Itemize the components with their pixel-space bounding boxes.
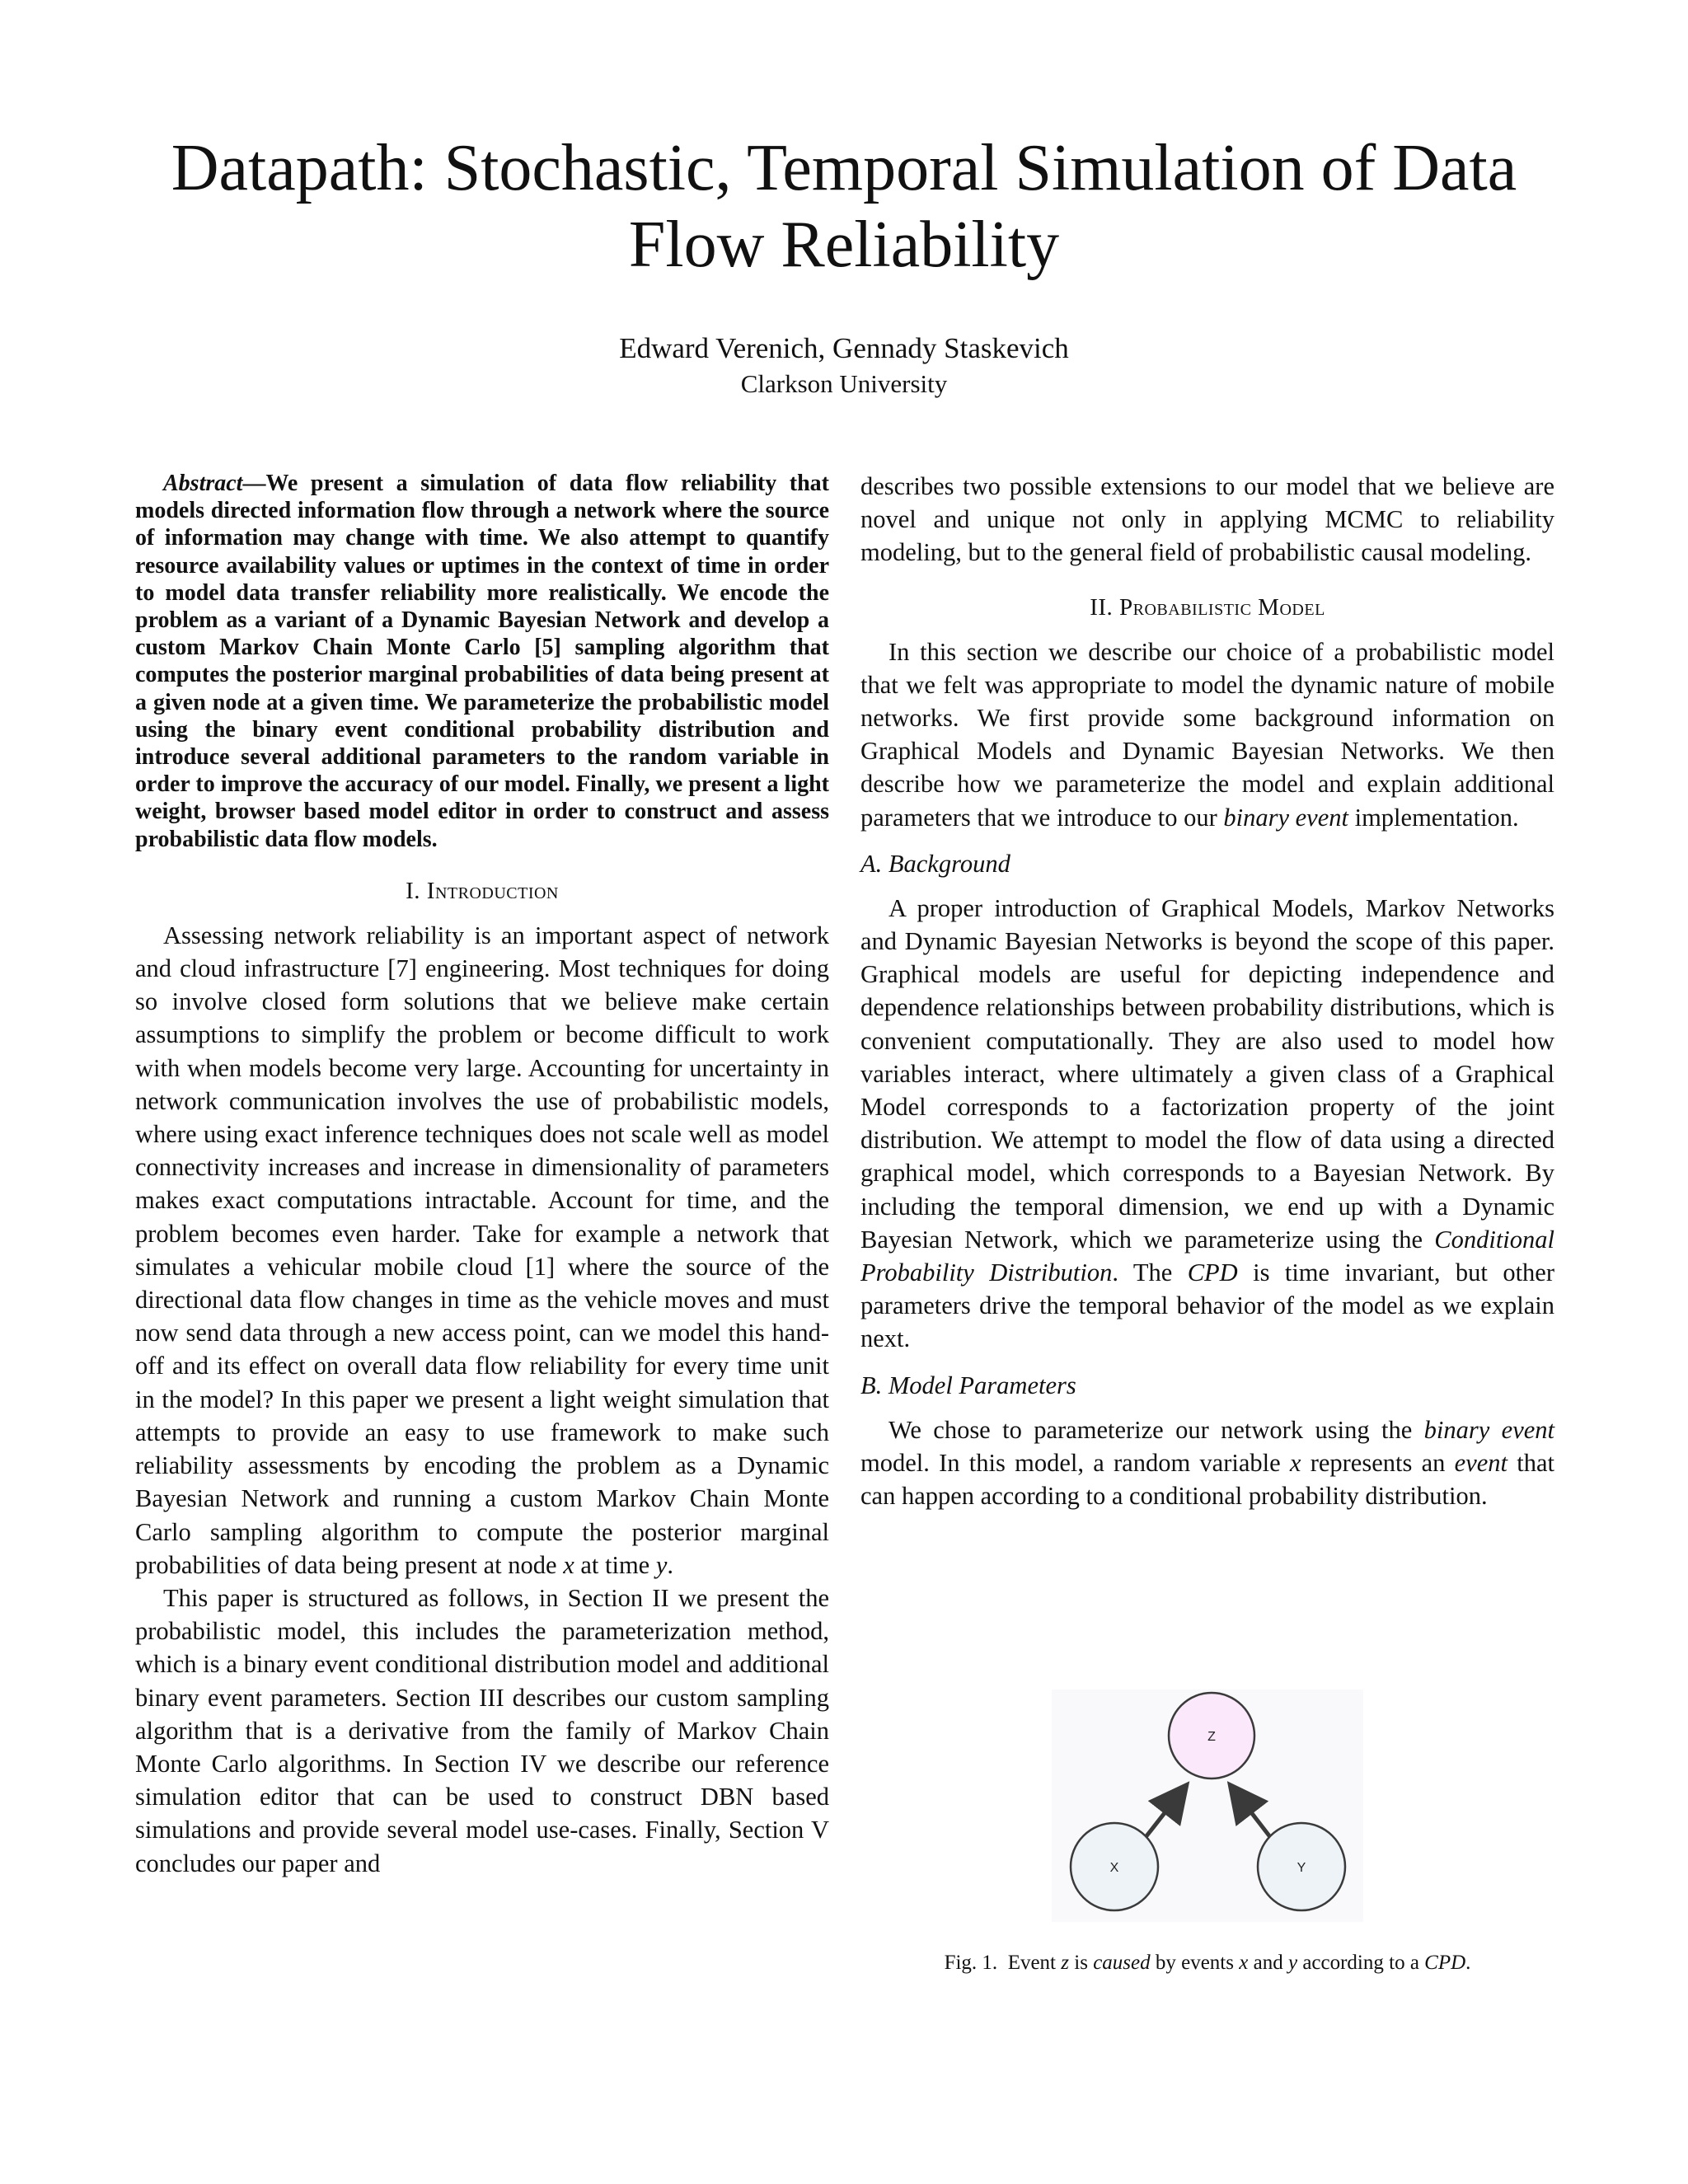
math-cpd: CPD	[1424, 1952, 1466, 1974]
bayesian-network-diagram	[1052, 1690, 1363, 1922]
model-parameters-emphasis: binary event	[1423, 1415, 1555, 1444]
caption-text: by events	[1150, 1952, 1240, 1974]
section2-text: In this section we describe our choice of a probabilistic model that we felt was appropriate to model the dynamic nature of mobile networks. We first provide some background information on Graphical Models and Dynamic Bayesian Networks. We then describe how we parameterize the model and explain additional parameters that we introduce to our	[860, 637, 1554, 832]
abstract	[135, 470, 829, 853]
caption-emphasis: caused	[1093, 1952, 1151, 1974]
caption-label: Fig. 1.	[944, 1952, 998, 1974]
figure-1-caption	[860, 1949, 1554, 1977]
math-x: x	[1239, 1952, 1249, 1974]
abstract-dash: —	[242, 471, 266, 496]
background-emphasis: Conditional Probability Distribution	[860, 1225, 1554, 1287]
caption-text: Event	[1007, 1952, 1062, 1974]
abstract-label: Abstract	[163, 471, 243, 496]
model-parameters-text: that can happen according to a conditional probability distribution.	[860, 1448, 1554, 1511]
math-z: z	[1061, 1952, 1069, 1974]
paper-authors: Edward Verenich, Gennady Staskevich	[619, 332, 1069, 364]
paper-affiliation: Clarkson University	[740, 369, 948, 398]
section-heading-probabilistic-model: II. Probabilistic Model	[1090, 593, 1325, 621]
math-y: y	[1287, 1952, 1298, 1974]
math-y: y	[655, 1550, 668, 1579]
abstract-text: We present a simulation of data flow reliability that models directed information flow through a network where the source of information may change with time. We also attempt to quantify resource availability values or uptimes in the context of time in order to model data transfer reliability more realistically. We encode the problem as a variant of a Dynamic Bayesian Network and develop a custom Markov Chain Monte Carlo [5] sampling algorithm that computes the posterior marginal probabilities of data being present at a given node at a given time. We parameterize the probabilistic model using the binary event conditional probability distribution and introduce several additional parameters to the random variable in order to improve the accuracy of our model. Finally, we present a light weight, browser based model editor in order to construct and assess probabilistic data flow models.	[135, 471, 829, 852]
intro-continuation: describes two possible extensions to our model that we believe are novel and unique not only in applying MCMC to reliability modeling, but to the general field of probabilistic causal modeling.	[860, 472, 1554, 567]
math-x: x	[563, 1550, 574, 1579]
subsection-heading-background: A. Background	[860, 849, 1010, 878]
intro-paragraph-1	[135, 919, 829, 1582]
caption-text: is	[1069, 1952, 1094, 1974]
intro-p1-text: Assessing network reliability is an important aspect of network and cloud infrastructure [7] engineering. Most techniques for doing so involve closed form solutions that we believe make certain assumptions to simplify the problem or become difficult to work with when models become very large. Accounting for uncertainty in network communication involves the use of probabilistic models, where using exact inference techniques does not scale well as model connectivity increases and increase in dimensionality of parameters makes exact computations intractable. Account for time, and the problem becomes even harder. Take for example a network that simulates a vehicular mobile cloud [1] where the source of the directional data flow changes in time as the vehicle moves and must now send data through a new access point, can we model this hand-off and its effect on overall data flow reliability for every time unit in the model? In this paper we present a light weight simulation that attempts to provide an easy to use framework to make such reliability assessments by encoding the problem as a Dynamic Bayesian Network and running a custom Markov Chain Monte Carlo sampling algorithm to compute the posterior marginal probabilities of data being present at node	[135, 921, 829, 1579]
background-text: is time invariant, but other parameters drive the temporal behavior of the model as we explain next.	[860, 1258, 1554, 1353]
model-parameters-text: represents an	[1301, 1448, 1455, 1477]
model-parameters-text: model. In this model, a random variable	[860, 1448, 1290, 1477]
right-column	[860, 470, 1554, 1512]
intro-paragraph-2: This paper is structured as follows, in Section II we present the probabilistic model, this includes the parameterization method, which is a binary event conditional distribution model and additional binary event parameters. Section III describes our custom sampling algorithm that is a derivative from the family of Markov Chain Monte Carlo algorithms. In Section IV we describe our reference simulation editor that can be used to construct DBN based simulations and provide several model use-cases. Finally, Section V concludes our paper and	[135, 1583, 829, 1877]
figure-1	[1052, 1690, 1363, 1922]
intro-p1-text: at time	[574, 1550, 656, 1579]
paper-title: Datapath: Stochastic, Temporal Simulation of Data Flow Reliability	[171, 132, 1517, 281]
subsection-heading-model-parameters: B. Model Parameters	[860, 1371, 1076, 1399]
math-x: x	[1289, 1448, 1301, 1477]
node-x-label: X	[1109, 1861, 1119, 1875]
section2-text: implementation.	[1348, 803, 1519, 832]
section2-paragraph	[860, 635, 1554, 834]
intro-p1-text: .	[667, 1550, 674, 1579]
left-column	[135, 470, 829, 1880]
model-parameters-paragraph	[860, 1413, 1554, 1513]
caption-text: and	[1248, 1952, 1288, 1974]
model-parameters-emphasis: event	[1454, 1448, 1507, 1477]
caption-text: .	[1465, 1952, 1471, 1974]
node-z-label: Z	[1207, 1730, 1216, 1744]
background-emphasis: CPD	[1187, 1258, 1238, 1287]
section-heading-introduction: I. Introduction	[406, 877, 559, 904]
model-parameters-text: We chose to parameterize our network using the	[889, 1415, 1424, 1444]
caption-text: according to a	[1297, 1952, 1425, 1974]
node-y-label: Y	[1296, 1861, 1306, 1875]
background-paragraph	[860, 892, 1554, 1356]
section2-emphasis: binary event	[1223, 803, 1348, 832]
background-text: . The	[1112, 1258, 1188, 1287]
background-text: A proper introduction of Graphical Models, Markov Networks and Dynamic Bayesian Networks is beyond the scope of this paper. Graphical models are useful for depicting independence and dependence relationships between probability distributions, which is convenient computationally. They are also used to model how variables interact, where ultimately a given class of a Graphical Model corresponds to a factorization property of the joint distribution. We attempt to model the flow of data using a directed graphical model, which corresponds to a Bayesian Network. By including the temporal dimension, we end up with a Dynamic Bayesian Network, which we parameterize using the	[860, 893, 1554, 1254]
